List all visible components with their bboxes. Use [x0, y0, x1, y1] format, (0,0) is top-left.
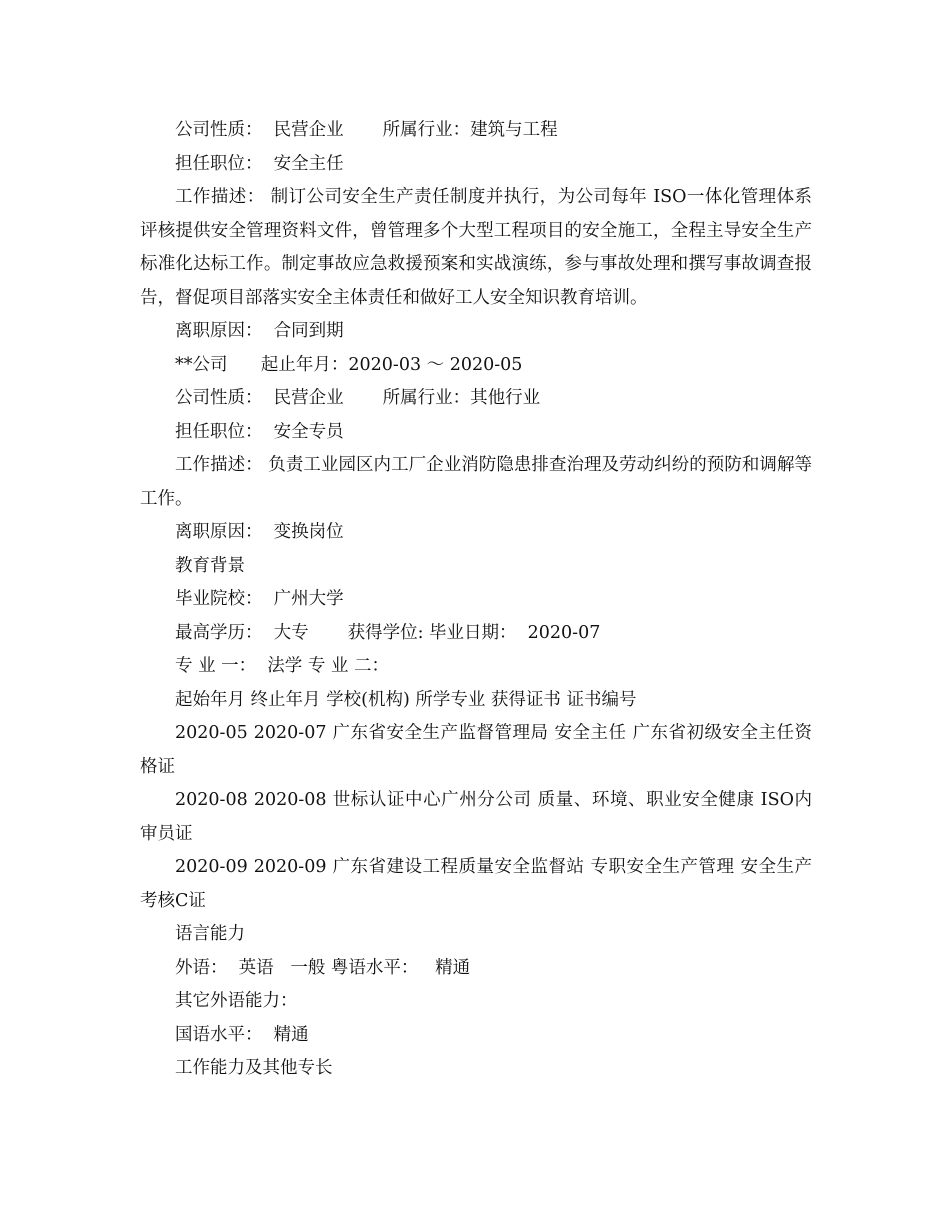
other-language-line: 其它外语能力： [175, 991, 298, 1011]
mandarin-line: 国语水平： 精通 [175, 1024, 309, 1045]
resume-page [140, 114, 812, 1086]
certificate-header-line: 起始年月 终止年月 学校(机构) 所学专业 获得证书 证书编号 [175, 689, 637, 710]
company-nature-line: 公司性质： 民营企业 所属行业：其他行业 [175, 388, 541, 408]
degree-line: 最高学历： 大专 获得学位: 毕业日期： 2020-07 [175, 622, 601, 643]
job-description-paragraph: 工作描述： 制订公司安全生产责任制度并执行，为公司每年 ISO一体化管理体系评核提供安全管理资料文件，曾管理多个大型工程项目的安全施工，全程主导安全生产标准化达标工作。制定事故应急救援预案和实战演练，参与事故处理和撰写事故调查报告，督促项目部落实安全主体责任和做好工人安全知识教育培训。 [140, 187, 812, 308]
certificate-entry: 2020-05 2020-07 广东省安全生产监督管理局 安全主任 广东省初级安全主任资格证 [140, 723, 812, 777]
language-heading: 语言能力 [175, 924, 245, 944]
position-line: 担任职位： 安全专员 [175, 421, 344, 442]
company-period-line: **公司 起止年月：2020-03 ～ 2020-05 [175, 354, 523, 375]
job-description-paragraph: 工作描述： 负责工业园区内工厂企业消防隐患排查治理及劳动纠纷的预防和调解等工作。 [140, 455, 812, 509]
education-heading: 教育背景 [175, 555, 245, 576]
major-line: 专 业 一： 法学 专 业 二： [175, 656, 389, 676]
certificate-entry: 2020-08 2020-08 世标认证中心广州分公司 质量、环境、职业安全健康 ISO内审员证 [140, 790, 812, 844]
skills-heading: 工作能力及其他专长 [175, 1058, 333, 1078]
leave-reason-line: 离职原因： 变换岗位 [175, 522, 344, 542]
leave-reason-line: 离职原因： 合同到期 [175, 321, 344, 341]
school-line: 毕业院校： 广州大学 [175, 589, 344, 609]
certificate-entry: 2020-09 2020-09 广东省建设工程质量安全监督站 专职安全生产管理 安全生产考核C证 [140, 857, 812, 911]
foreign-language-line: 外语： 英语 一般 粤语水平： 精通 [175, 957, 471, 978]
company-nature-line: 公司性质： 民营企业 所属行业：建筑与工程 [175, 120, 558, 140]
position-line: 担任职位： 安全主任 [175, 153, 344, 174]
